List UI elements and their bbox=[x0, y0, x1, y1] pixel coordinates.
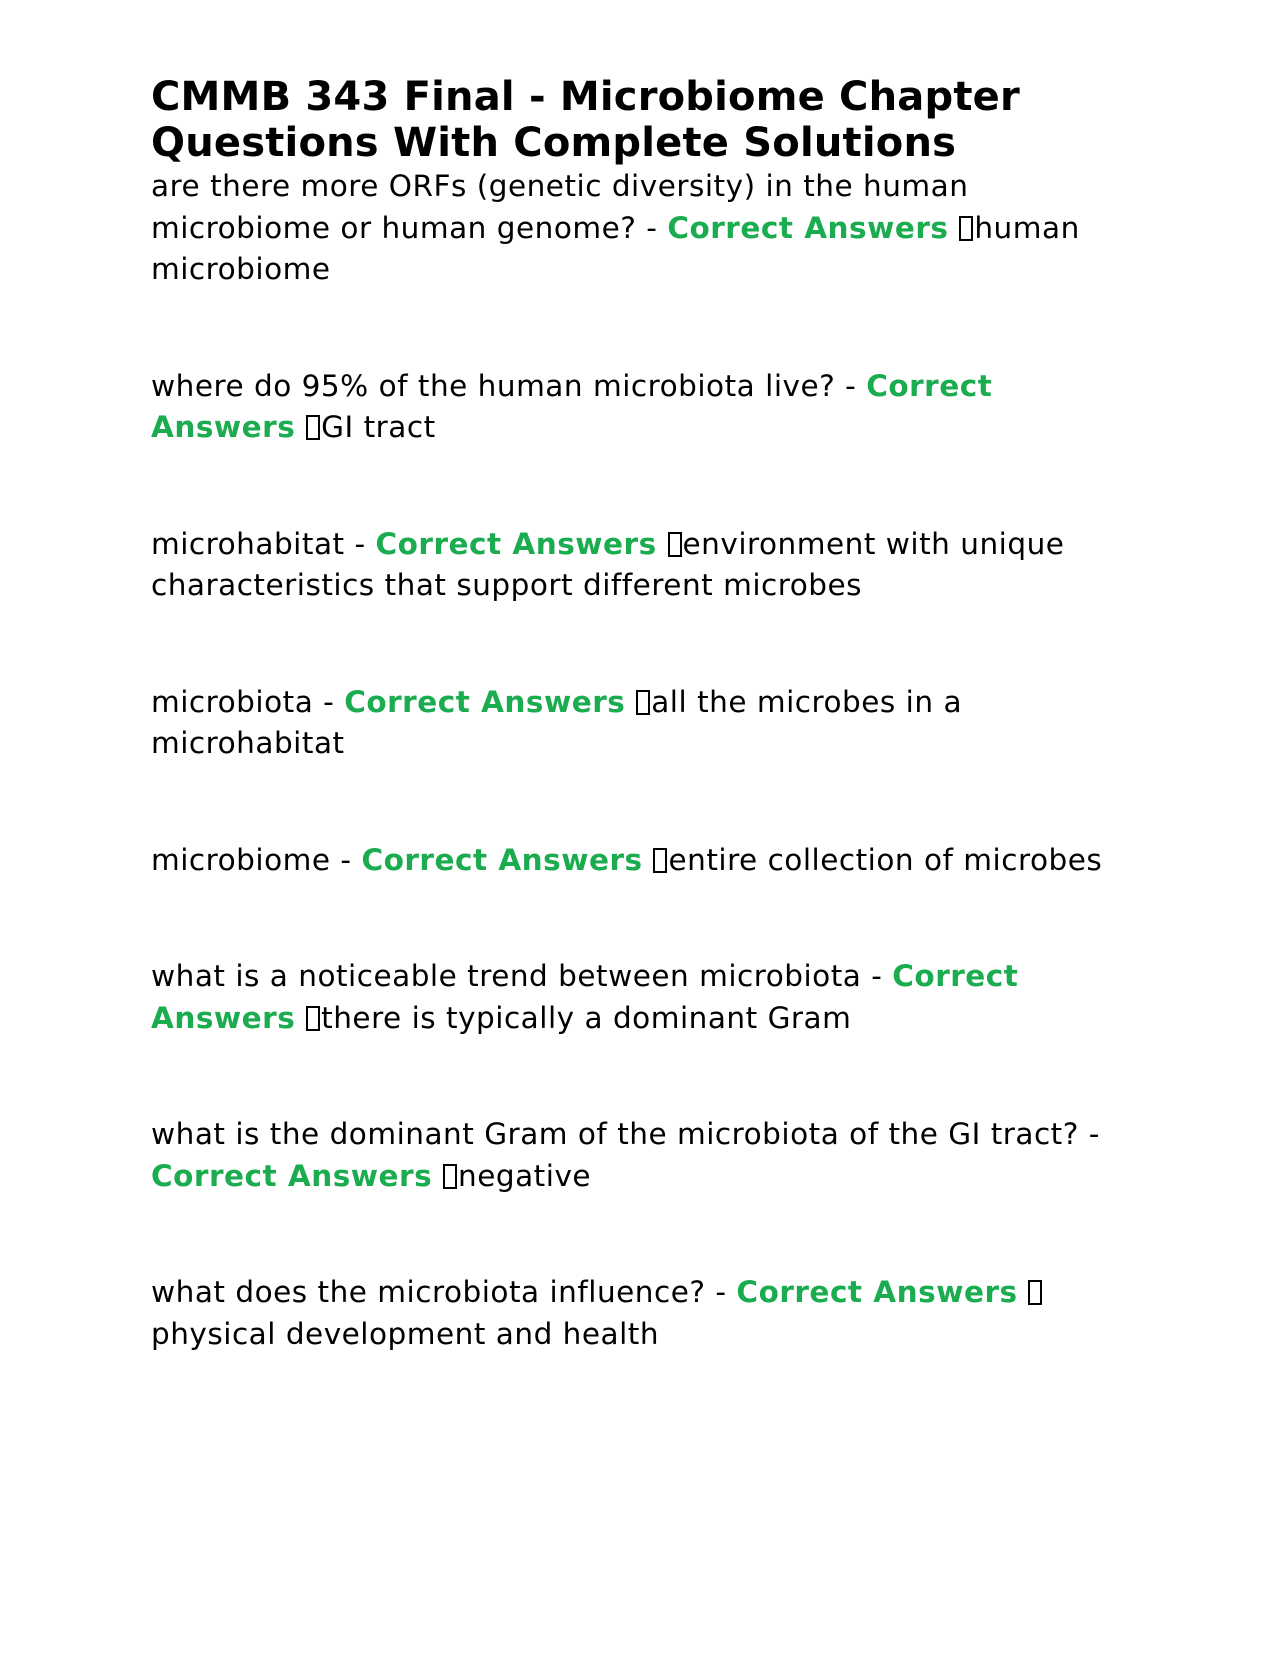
answer-text: physical development and health bbox=[151, 1316, 660, 1351]
question-text: microhabitat - bbox=[151, 526, 376, 561]
qa-item bbox=[151, 524, 1131, 607]
correct-answers-label: Correct Answers bbox=[375, 526, 657, 561]
answer-text: negative bbox=[458, 1158, 592, 1193]
missing-glyph-icon bbox=[668, 532, 682, 557]
qa-item bbox=[151, 166, 1131, 291]
answer-text: entire collection of microbes bbox=[668, 842, 1103, 877]
qa-item bbox=[151, 682, 1131, 765]
question-text: microbiome - bbox=[151, 842, 362, 877]
correct-answers-label: Correct Answers bbox=[361, 842, 643, 877]
correct-answers-label: Correct Answers bbox=[151, 959, 1019, 1035]
missing-glyph-icon bbox=[959, 216, 973, 241]
question-text: where do 95% of the human microbiota live? - bbox=[151, 368, 867, 403]
correct-answers-label: Correct Answers bbox=[736, 1275, 1018, 1309]
missing-glyph-icon bbox=[306, 415, 320, 440]
question-text: what is a noticeable trend between microbiota - bbox=[151, 959, 893, 993]
document-page bbox=[151, 74, 1131, 1430]
correct-answers-label: Correct Answers bbox=[151, 368, 993, 444]
answer-text: there is typically a dominant Gram bbox=[321, 1000, 852, 1035]
qa-item bbox=[151, 366, 1131, 449]
answer-text: environment with unique characteristics that support different microbes bbox=[151, 526, 1065, 602]
correct-answers-label: Correct Answers bbox=[667, 210, 949, 245]
missing-glyph-icon bbox=[653, 848, 667, 873]
question-text: microbiota - bbox=[151, 684, 345, 719]
qa-item bbox=[151, 956, 1131, 1039]
answer-text: GI tract bbox=[321, 410, 436, 444]
question-text: what is the dominant Gram of the microbiota of the GI tract? - bbox=[151, 1117, 1100, 1151]
answer-text: all the microbes in a microhabitat bbox=[151, 684, 963, 760]
question-text: what does the microbiota influence? - bbox=[151, 1275, 737, 1309]
qa-item bbox=[151, 1114, 1131, 1197]
question-text: are there more ORFs (genetic diversity) in the human microbiome or human genome? - bbox=[151, 169, 969, 245]
qa-item bbox=[151, 1272, 1131, 1355]
correct-answers-label: Correct Answers bbox=[151, 1158, 433, 1193]
document-title: CMMB 343 Final - Microbiome Chapter Questions With Complete Solutions bbox=[151, 74, 1020, 166]
missing-glyph-icon bbox=[1028, 1280, 1042, 1305]
answer-text: human microbiome bbox=[151, 210, 1080, 286]
missing-glyph-icon bbox=[636, 690, 650, 715]
missing-glyph-icon bbox=[443, 1164, 457, 1189]
correct-answers-label: Correct Answers bbox=[344, 684, 626, 719]
missing-glyph-icon bbox=[306, 1006, 320, 1031]
qa-item bbox=[151, 840, 1131, 882]
